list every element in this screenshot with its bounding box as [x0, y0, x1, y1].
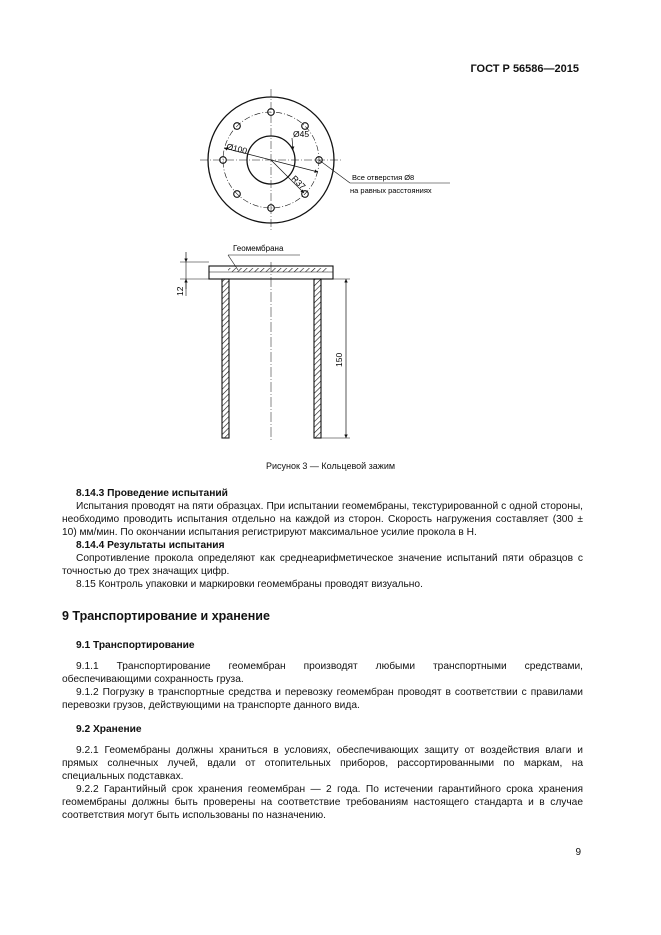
dim-150: 150 [334, 352, 344, 367]
side-view [180, 252, 350, 442]
dim-d45: Ø45 [293, 129, 310, 139]
geomembrane-label: Геомембрана [233, 244, 284, 253]
paragraph-9-2-1: 9.2.1 Геомембраны должны храниться в условиях, обеспечивающих защиту от воздействия влаги и прямых солнечных лучей, вдали от отопительных приборов, рассортированными по маркам, на специальных подставках. [62, 745, 583, 782]
paragraph-9-2-2: 9.2.2 Гарантийный срок хранения геомембран — 2 года. По истечении гарантийного срока хранения геомембраны должны быть проверены на соответствие требованиям настоящего стандарта и в случае соответствия могут быть использованы по назначению. [62, 784, 583, 821]
section-8-14 [62, 487, 583, 591]
dim-12: 12 [175, 286, 185, 296]
heading-8-14-4: 8.14.4 Результаты испытания [76, 540, 225, 551]
paragraph-9-1-1: 9.1.1 Транспортирование геомембран производят любыми транспортными средствами, обеспечивающими сохранность груза. [62, 661, 583, 685]
top-view [200, 89, 450, 231]
paragraph-9-1-2: 9.1.2 Погрузку в транспортные средства и перевозку геомембран проводят в соответствии с правилами перевозки грузов, действующими на транспорте данного вида. [62, 687, 583, 711]
paragraph-8-14-4: Сопротивление прокола определяют как среднеарифметическое значение испытаний пяти образцов с точностью до трех значащих цифр. [62, 553, 583, 577]
hole-note-line2: на равных расстояниях [350, 186, 432, 195]
figure-caption: Рисунок 3 — Кольцевой зажим [265, 461, 396, 471]
section-9 [62, 610, 583, 822]
heading-8-14-3: 8.14.3 Проведение испытаний [76, 488, 228, 499]
heading-9-1: 9.1 Транспортирование [76, 640, 195, 651]
page-number: 9 [575, 847, 581, 858]
paragraph-8-15: 8.15 Контроль упаковки и маркировки геомембраны проводят визуально. [76, 579, 423, 590]
heading-9-2: 9.2 Хранение [76, 724, 142, 735]
hole-note-line1: Все отверстия Ø8 [352, 173, 415, 182]
section-9-title: 9 Транспортирование и хранение [62, 609, 270, 623]
paragraph-8-14-3: Испытания проводят на пяти образцах. При испытании геомембраны, текстурированной с одной стороны, необходимо проводить испытания отдельно на каждой из сторон. Скорость нагружения составляет (300 ± 10) мм/мин. По окончании испытания регистрируют максимальное усилие прокола в Н. [62, 501, 583, 538]
dim-r37: R37 [289, 173, 308, 192]
dim-d100: Ø100 [225, 141, 249, 156]
document-header: ГОСТ Р 56586—2015 [470, 63, 579, 75]
